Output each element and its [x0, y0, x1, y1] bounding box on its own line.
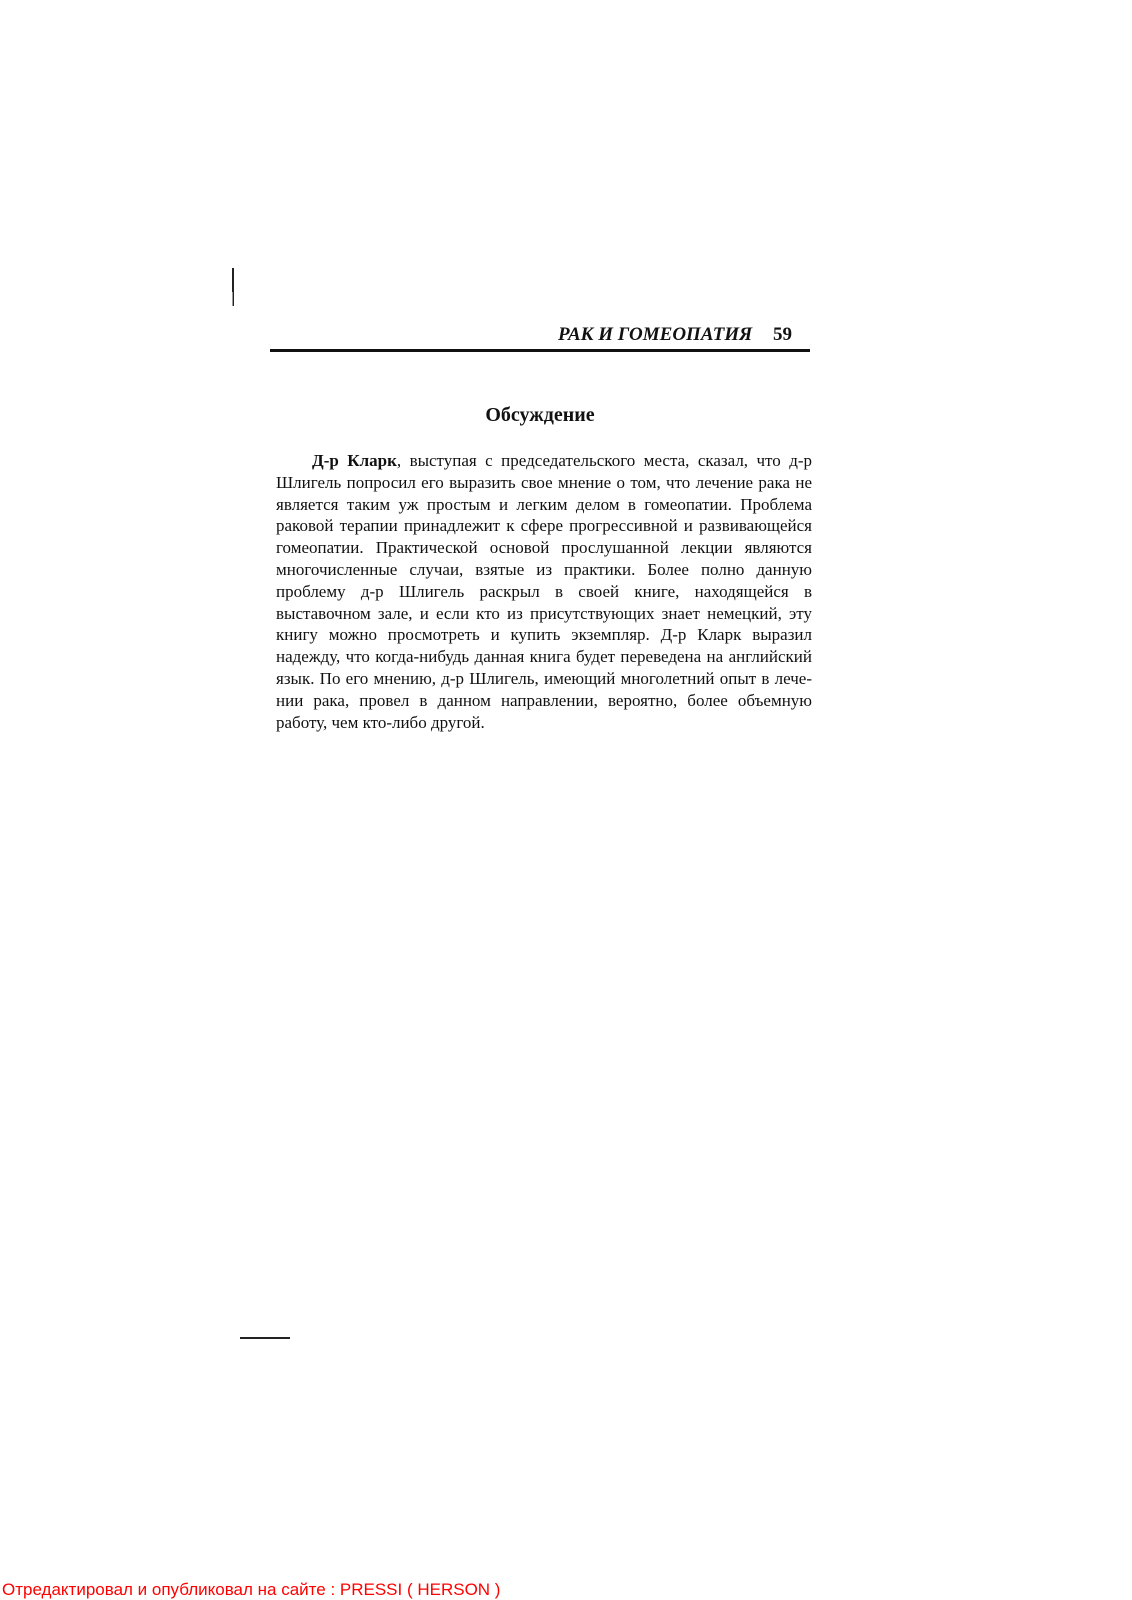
- paragraph-text: , выступая с председательского места, сказал, что д-р Шлигель попросил его выразить свое мнение о том, что лечение рака не является таким уж простым и легким делом в гомеопатии. Проблема раковой терапии принадлежит к сфере прогрессивной и развивающейся гомеопатии. Практической основой прослушанной лекции являются многочисленные случаи, взятые из практики. Более полно данную проблему д-р Шлигель раскрыл в своей книге, находящейся в выставочном зале, и если кто из присутствующих знает немецкий, эту книгу можно просмотреть и купить экземпляр. Д-р Кларк выразил надежду, что когда-нибудь данная книга будет переведена на английский язык. По его мнению, д-р Шлигель, имеющий многолетний опыт в лечении рака, провел в данном направлении, вероятно, более объемную работу, чем кто-либо другой.: [276, 451, 812, 732]
- running-head: [270, 322, 810, 352]
- running-head-text: [558, 324, 792, 346]
- site-credit: Отредактировал и опубликовал на сайте : PRESSI ( HERSON ): [2, 1580, 501, 1599]
- scan-mark-vertical: [232, 268, 234, 306]
- section-heading: Обсуждение: [485, 404, 595, 426]
- running-head-rule: [270, 349, 810, 352]
- speaker-name: Д-р Кларк: [312, 451, 397, 470]
- page-number: 59: [773, 324, 792, 345]
- scan-mark-horizontal: [240, 1337, 290, 1339]
- body-paragraph: [276, 450, 812, 733]
- running-head-title: РАК И ГОМЕОПАТИЯ: [558, 324, 753, 345]
